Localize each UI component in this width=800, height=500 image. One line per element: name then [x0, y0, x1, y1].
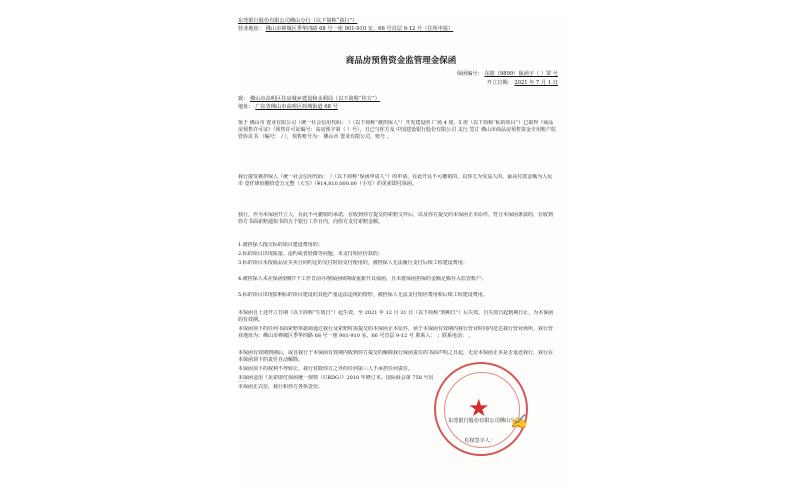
condition-item-3: 3.标的项目未按商品房买卖合同约定的交付时间交付使用的，被担保人无法履行支付后续工程建设费用；: [238, 260, 468, 266]
signing-bank: 东莞银行股份有限公司佛山分行: [448, 418, 521, 424]
document-title: 商品房预售资金监管理金保函: [345, 56, 457, 66]
expiry-paragraph: 本保函有效期到期后，或自我行于本保函有效期内收到你方提交的解除我行保函责任的书面声明之日起，无论本保函正本是否退还我行，我行在本保函项下的责任自动解除。: [238, 350, 554, 364]
bank-address-row: [238, 26, 453, 32]
issuance-paragraph: 我行接受被担保人（统一社会信用代码： ）（以下简称“保函申请人”）的申请，在此开具不可撤销的，以你方为受益人的，最高付款金额为人民币 壹仟肆佰捌拾壹万元整（大写）（¥14,810,000.00（小写）的见索即付保函。: [238, 174, 553, 188]
addressee-address-label: 地址：: [238, 104, 254, 110]
bank-address-label: 营业地址：: [238, 26, 264, 32]
validity-paragraph: 本保函自上述开立日期（以下简称“生效日”）起生效，至 2021 年 12 月 31 日（以下简称“到期日”）后失效。自失效日起到期日止，为本保函的有效期。: [238, 310, 554, 324]
condition-item-4: 4.被担保人未在保函到期7个工作日前办理保函续期或重新开具保函，且未将保函担保的金额足额存入监管账户；: [238, 276, 486, 282]
addressee-address-row: [238, 104, 338, 110]
bank-header: 东莞银行股份有限公司佛山分行（以下简称“我行”）: [238, 18, 358, 24]
copies-paragraph: 本保函正式份，我行和你方各执壹份。: [238, 384, 324, 390]
condition-item-1: 1.被担保人拖欠标的项目建设费用的；: [238, 242, 323, 248]
addressee: 佛山市高明区住房城乡建设和水利局（以下简称“你方”）: [250, 96, 380, 102]
issue-date-row: [487, 79, 558, 86]
issue-date: 2021 年 7 月 1 日: [514, 80, 558, 86]
condition-item-2: 2.标的项目出现质量、违约或者轻微等问题，未支付相应价款的；: [238, 251, 383, 257]
addressee-label: 致：: [238, 96, 249, 102]
undertaking-paragraph: 我行，作为本保函开立人，在此不可撤销的承诺，在收到你方提交的索赔文件后，以及你方提交的本保函正本原件，符合本保函条款的，在收到你方书面索赔通知书的五个银行工作日内，向你方支付索赔金额。: [238, 212, 554, 226]
guarantee-number: 东银（9899）保函字（ ）罩 号: [484, 71, 558, 77]
condition-item-5: 5.标的项目出现影响标的项目建设的其他严重违法违规的情形，被担保人无法支付相应费用和后续工程建设费用。: [238, 292, 488, 298]
signature-icon: ✍: [510, 414, 528, 430]
transfer-paragraph: 本保函项下的权利不得转让，我行对除你方之外的任何第三人不承担任何责任。: [238, 366, 414, 372]
rules-paragraph: 本保函适用《见索即付保函统一规则（URDG）》2010 年修订本。国际商会第 758 号出: [238, 375, 434, 381]
authorized-signatory-label: 有权签字人：: [464, 438, 496, 444]
guarantee-number-label: 保函编号：: [456, 71, 483, 77]
claim-paragraph: 本保函项下的任何书面索赔单据须通过我行及索赔时需提交的本保函正本原件，须于本保函有效期内我行营业时间内送达我行营业场所。我行营业地址为：佛山市禅城区季华四路 68 号一座 901-910 室、66 号首层 9-12 号 联系人： ；联系电话： 。: [238, 326, 554, 340]
recital-paragraph: 鉴于 佛山市 置业有限公司（统一社会信用代码： ）（以下简称“被担保人”）开发建设的 广场 4 座、5 座（以下简称“标的项目”）已取得《商品房预售许可证》（预售许可证编号：高房预字第（ ）号），且已与你方及 中国建设银行股份有限公司 支行 签订 佛山市商品房预售资金专用账户监管协议书 （编号： / ），预售账号为： 佛山市 置业有限公司，账号 。: [238, 120, 556, 141]
issue-date-label: 开立日期：: [486, 80, 513, 86]
bank-address: 佛山市禅城区季华四路 68 号一座 901-910 室、66 号首层 9-12 号（住所申报）: [265, 26, 454, 32]
guarantee-number-row: [457, 70, 558, 77]
addressee-address: 广东省佛山市高明区荷城街道 68 号: [255, 104, 338, 110]
guarantee-letter-page: [238, 14, 564, 486]
red-star-seal-icon: ★: [468, 394, 490, 422]
addressee-row: [238, 96, 380, 102]
